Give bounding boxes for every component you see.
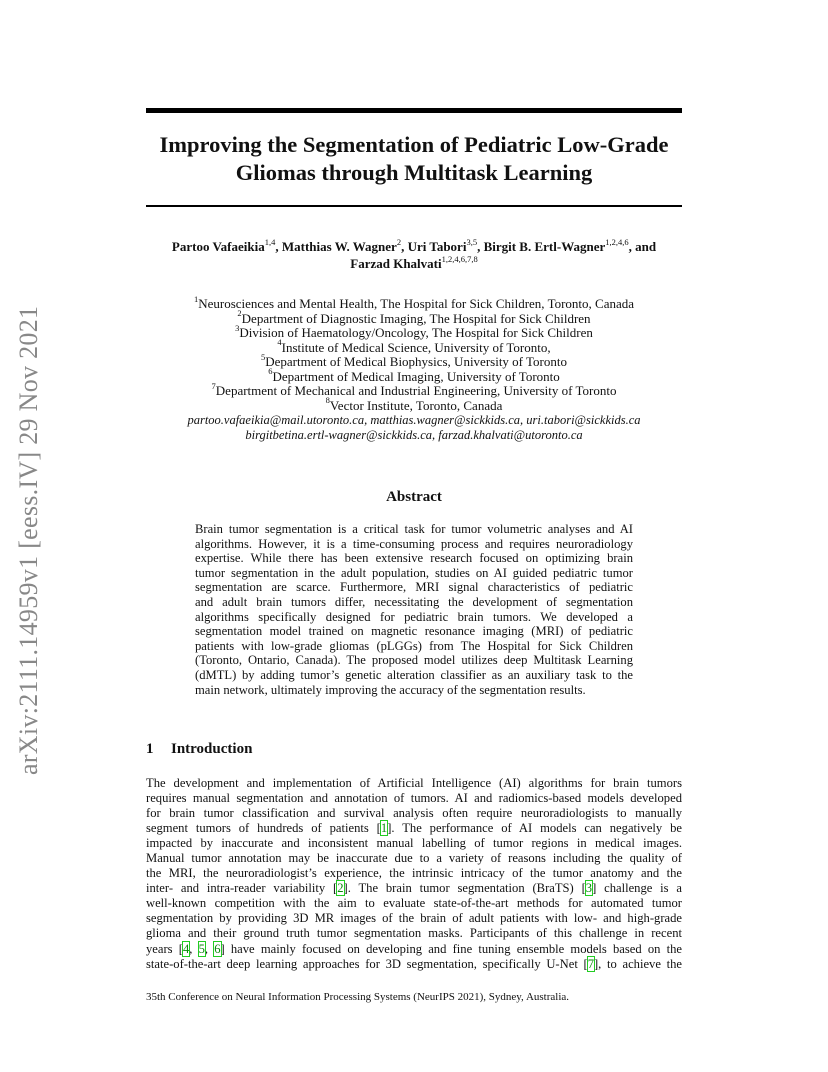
body-line: segmentation by providing 3D MR images of the brain of adult patients with low- and high-grade (146, 911, 682, 926)
affiliation-item: $^6$Department of Medical Imaging, University of Toronto (268, 366, 560, 384)
citation-link[interactable]: 3 (585, 881, 593, 896)
body-line: inter- and intra-reader variability [2]. The brain tumor segmentation (BraTS) [3] challenge is a (146, 881, 683, 896)
body-line: years [4, 5, 6] have mainly focused on developing and fine tuning ensemble models based on the (146, 941, 682, 956)
body-line: the MRI, the neuroradiologist’s experience, the intrinsic intricacy of the tumor anatomy and the (146, 866, 682, 881)
abstract-line: algorithms specifically designed for pediatric brain tumors. We developed a (195, 609, 633, 624)
title-bottom-rule (146, 205, 682, 207)
author-affil-sup: 1,2,4,6 (605, 236, 629, 247)
body-line: glioma and their ground truth tumor segmentation masks. Participants of this challenge in recent (146, 926, 682, 941)
author-affil-sup: 3,5 (466, 236, 478, 247)
citation-link[interactable]: 7 (587, 956, 594, 971)
abstract-line: main network, ultimately improving the accuracy of the segmentation results. (195, 682, 586, 697)
abstract-body (195, 522, 633, 697)
affiliation-item: $^2$Department of Diagnostic Imaging, The Hospital for Sick Children (237, 308, 591, 326)
title-top-rule (146, 108, 682, 113)
abstract-line: (dMTL) by adding tumor’s genetic alteration classifier as an auxiliary task to the (195, 667, 633, 682)
author-name: Farzad Khalvati (350, 256, 442, 271)
affiliation-item: $^7$Department of Mechanical and Industrial Engineering, University of Toronto (211, 380, 617, 398)
body-line: state-of-the-art deep learning approaches for 3D segmentation, specifically U-Net [7], to achieve the (146, 956, 682, 971)
author-affil-sup: 1,4 (264, 236, 276, 247)
affiliation-item: $^5$Department of Medical Biophysics, University of Toronto (260, 351, 568, 369)
paper-title (146, 131, 682, 187)
abstract-line: algorithms. However, it is a time-consuming process and requires neuroradiology (195, 536, 633, 551)
body-line: requires manual segmentation and annotation of tumors. AI and radiomics-based models developed (146, 791, 682, 806)
section-heading-introduction (146, 741, 252, 758)
author-name: Matthias W. Wagner (281, 239, 397, 254)
conference-footer: 35th Conference on Neural Information Processing Systems (NeurIPS 2021), Sydney, Australia. (146, 991, 570, 1003)
citation-link[interactable]: 1 (380, 821, 388, 836)
body-line: well-known competition with the aim to evaluate state-of-the-art methods for automated tumor (146, 896, 682, 911)
affiliation-item: $^1$Neurosciences and Mental Health, The Hospital for Sick Children, Toronto, Canada (193, 293, 635, 311)
citation-link[interactable]: 4 (182, 941, 190, 956)
section-number: 1 (146, 741, 154, 757)
author-affil-sup: 2 (396, 236, 402, 247)
affiliations (146, 293, 682, 442)
abstract-line: (Toronto, Ontario, Canada). The proposed model utilizes deep Multitask Learning (195, 653, 633, 668)
body-line: The development and implementation of Artificial Intelligence (AI) algorithms for brain tumors (146, 776, 682, 790)
abstract-heading: Abstract (386, 489, 442, 505)
affiliation-item: $^8$Vector Institute, Toronto, Canada (325, 395, 503, 413)
email-line-1: partoo.vafaeikia@mail.utoronto.ca, matthias.wagner@sickkids.ca, uri.tabori@sickkids.ca (187, 413, 641, 427)
author-list: Partoo Vafaeikia$^{1,4}$, Matthias W. Wagner$^2$, Uri Tabori$^{3,5}$, Birgit B. Ertl-Wagner$^{1,2,4,6}$, and Farzad Khalvati$^{1,2,4,6,7,8}$ (171, 236, 657, 271)
introduction-body (146, 776, 682, 972)
section-title: Introduction (171, 741, 253, 757)
arxiv-stamp: arXiv:2111.14959v1 [eess.IV] 29 Nov 2021 (14, 305, 43, 775)
citation-link[interactable]: 5 (198, 941, 205, 956)
email-line-2: birgitbetina.ertl-wagner@sickkids.ca, farzad.khalvati@utoronto.ca (245, 427, 583, 442)
abstract-line: tumor segmentation in the adult population, studies on AI guided pediatric tumor (195, 565, 633, 580)
author-name: Birgit B. Ertl-Wagner (483, 239, 606, 254)
title-line-2: Gliomas through Multitask Learning (235, 160, 593, 185)
abstract-line: Brain tumor segmentation is a critical task for tumor volumetric analyses and AI (195, 522, 633, 536)
abstract-line: patients with low-grade gliomas (pLGGs) from The Hospital for Sick Children (195, 638, 633, 653)
title-line-1: Improving the Segmentation of Pediatric Low-Grade (159, 132, 669, 157)
abstract-line: expertise. While there has been extensive research focused on optimizing brain (195, 551, 633, 566)
body-line: impacted by inaccurate and inconsistent manual labelling of tumor regions in medical images. (146, 836, 682, 851)
author-name: Partoo Vafaeikia (171, 239, 265, 254)
citation-link[interactable]: 6 (214, 941, 221, 956)
author-affil-sup: 1,2,4,6,7,8 (441, 253, 478, 264)
affiliation-item: $^4$Institute of Medical Science, University of Toronto, (277, 337, 551, 355)
author-name: Uri Tabori (407, 239, 467, 254)
body-line: for brain tumor classification and survival analysis often require neuroradiologists to manually (146, 806, 682, 821)
abstract-line: segmentation are scarce. Furthermore, MRI signal characteristics of pediatric (195, 580, 633, 595)
body-line: segment tumors of hundreds of patients [1]. The performance of AI models can negatively be (146, 821, 683, 836)
affiliation-item: $^3$Division of Haematology/Oncology, The Hospital for Sick Children (235, 322, 593, 340)
abstract-line: and adult brain tumors differ, necessitating the development of segmentation (195, 594, 633, 609)
abstract-line: segmentation model trained on magnetic resonance imaging (MRI) of pediatric (195, 624, 633, 639)
citation-link[interactable]: 2 (337, 881, 344, 896)
body-line: Manual tumor annotation may be inaccurate due to a variety of reasons including the quality of (146, 851, 682, 866)
